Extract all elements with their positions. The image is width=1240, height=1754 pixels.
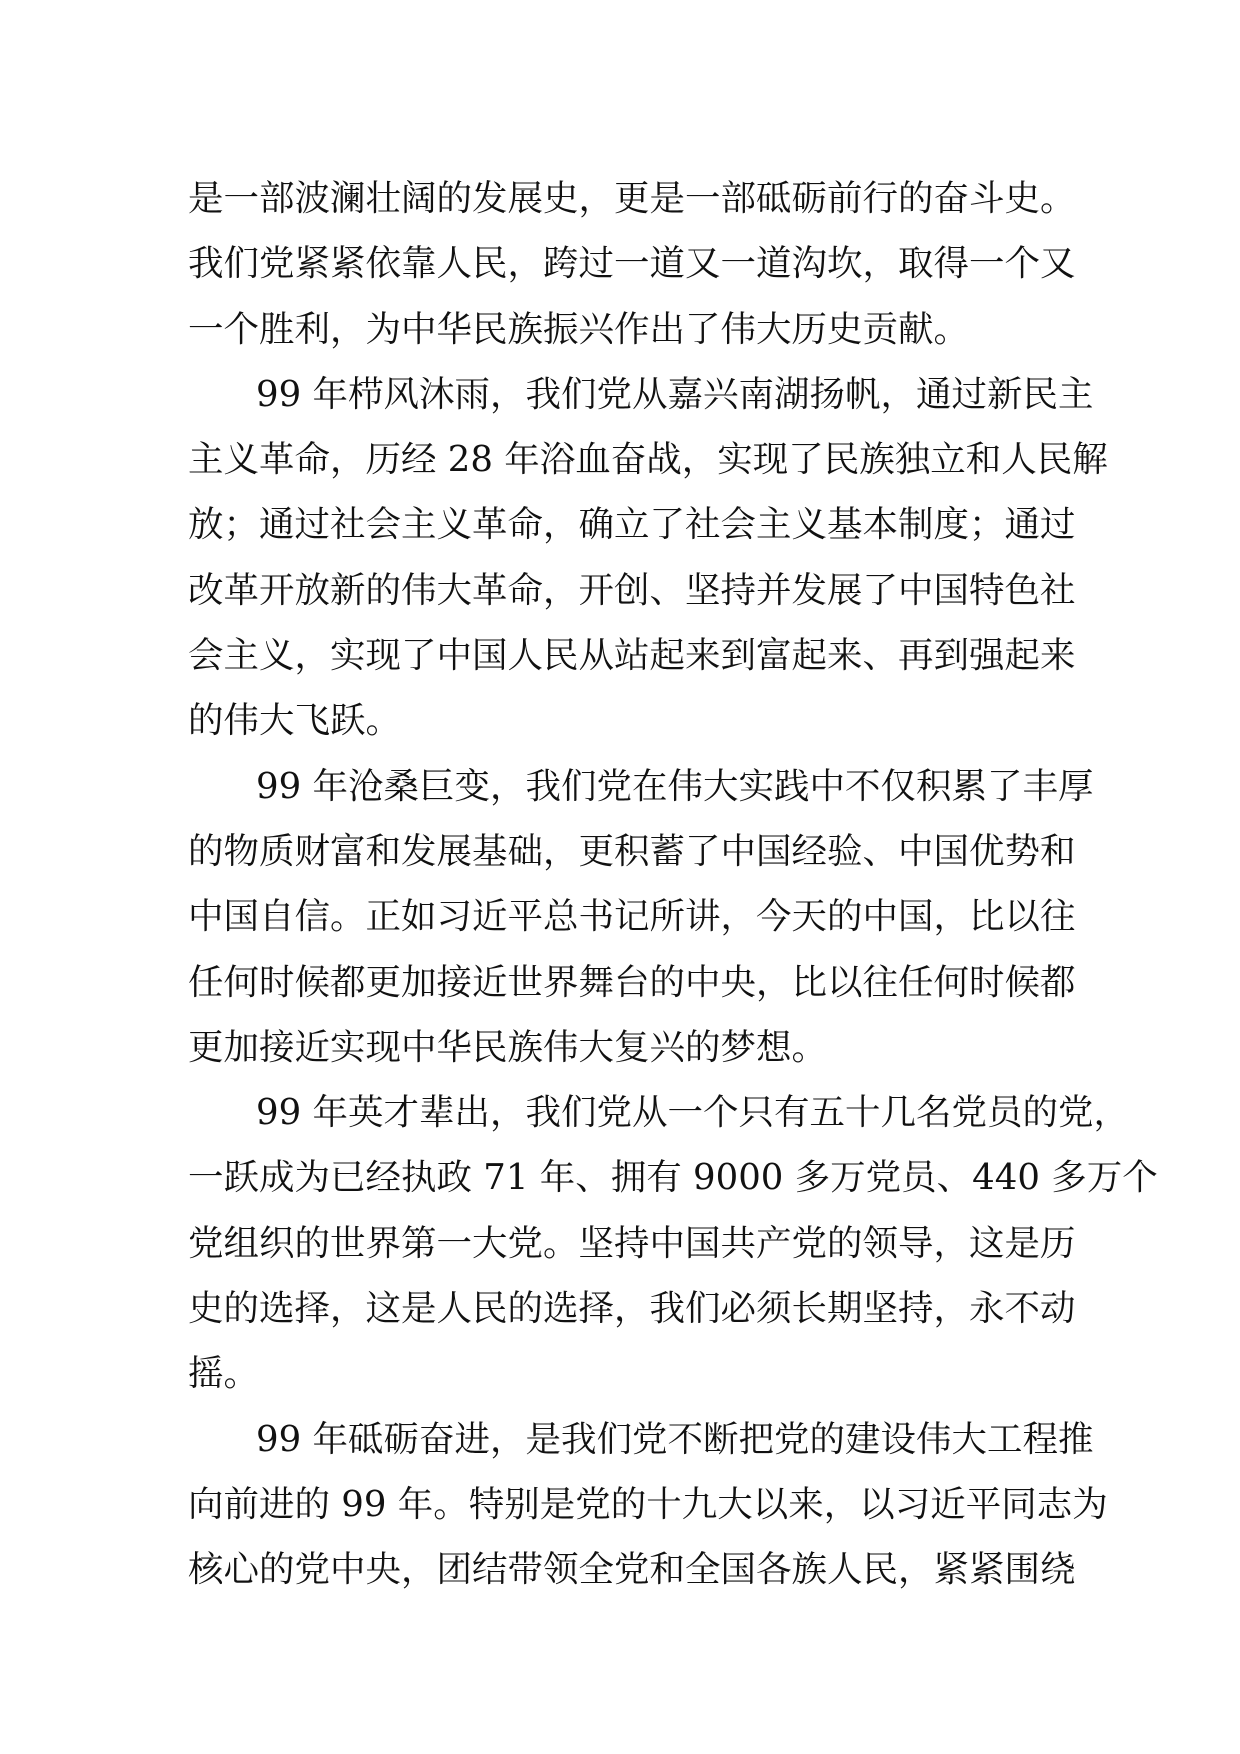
text-line: 一跃成为已经执政 71 年、拥有 9000 多万党员、440 多万个 [188, 1157, 1158, 1199]
text-line: 会主义，实现了中国人民从站起来到富起来、再到强起来 [188, 635, 1076, 677]
body-text [188, 166, 1158, 1603]
text-line: 的伟大飞跃。 [188, 700, 402, 742]
text-line: 史的选择，这是人民的选择，我们必须长期坚持，永不动 [188, 1288, 1076, 1330]
text-line: 党组织的世界第一大党。坚持中国共产党的领导，这是历 [188, 1222, 1076, 1264]
text-line: 放；通过社会主义革命，确立了社会主义基本制度；通过 [188, 504, 1076, 546]
text-line: 核心的党中央，团结带领全党和全国各族人民，紧紧围绕 [188, 1549, 1076, 1591]
paragraph-first-line: 99 年英才辈出，我们党从一个只有五十几名党员的党， [256, 1092, 1129, 1134]
text-line: 摇。 [188, 1353, 260, 1395]
text-line: 的物质财富和发展基础，更积蓄了中国经验、中国优势和 [188, 830, 1076, 872]
paragraph-first-line: 99 年沧桑巨变，我们党在伟大实践中不仅积累了丰厚 [256, 765, 1094, 807]
text-line: 改革开放新的伟大革命，开创、坚持并发展了中国特色社 [188, 569, 1076, 611]
text-line: 向前进的 99 年。特别是党的十九大以来，以习近平同志为 [188, 1483, 1108, 1525]
text-line: 中国自信。正如习近平总书记所讲，今天的中国，比以往 [188, 896, 1076, 938]
paragraph-first-line: 99 年栉风沐雨，我们党从嘉兴南湖扬帆，通过新民主 [256, 373, 1094, 415]
text-line: 是一部波澜壮阔的发展史，更是一部砥砺前行的奋斗史。 [188, 178, 1076, 219]
text-line: 我们党紧紧依靠人民，跨过一道又一道沟坎，取得一个又 [188, 243, 1076, 285]
text-line: 一个胜利，为中华民族振兴作出了伟大历史贡献。 [188, 308, 970, 350]
paragraph-first-line: 99 年砥砺奋进，是我们党不断把党的建设伟大工程推 [256, 1418, 1094, 1460]
text-line: 主义革命，历经 28 年浴血奋战，实现了民族独立和人民解 [188, 439, 1108, 481]
text-line: 更加接近实现中华民族伟大复兴的梦想。 [188, 1026, 828, 1068]
text-line: 任何时候都更加接近世界舞台的中央，比以往任何时候都 [188, 961, 1076, 1003]
